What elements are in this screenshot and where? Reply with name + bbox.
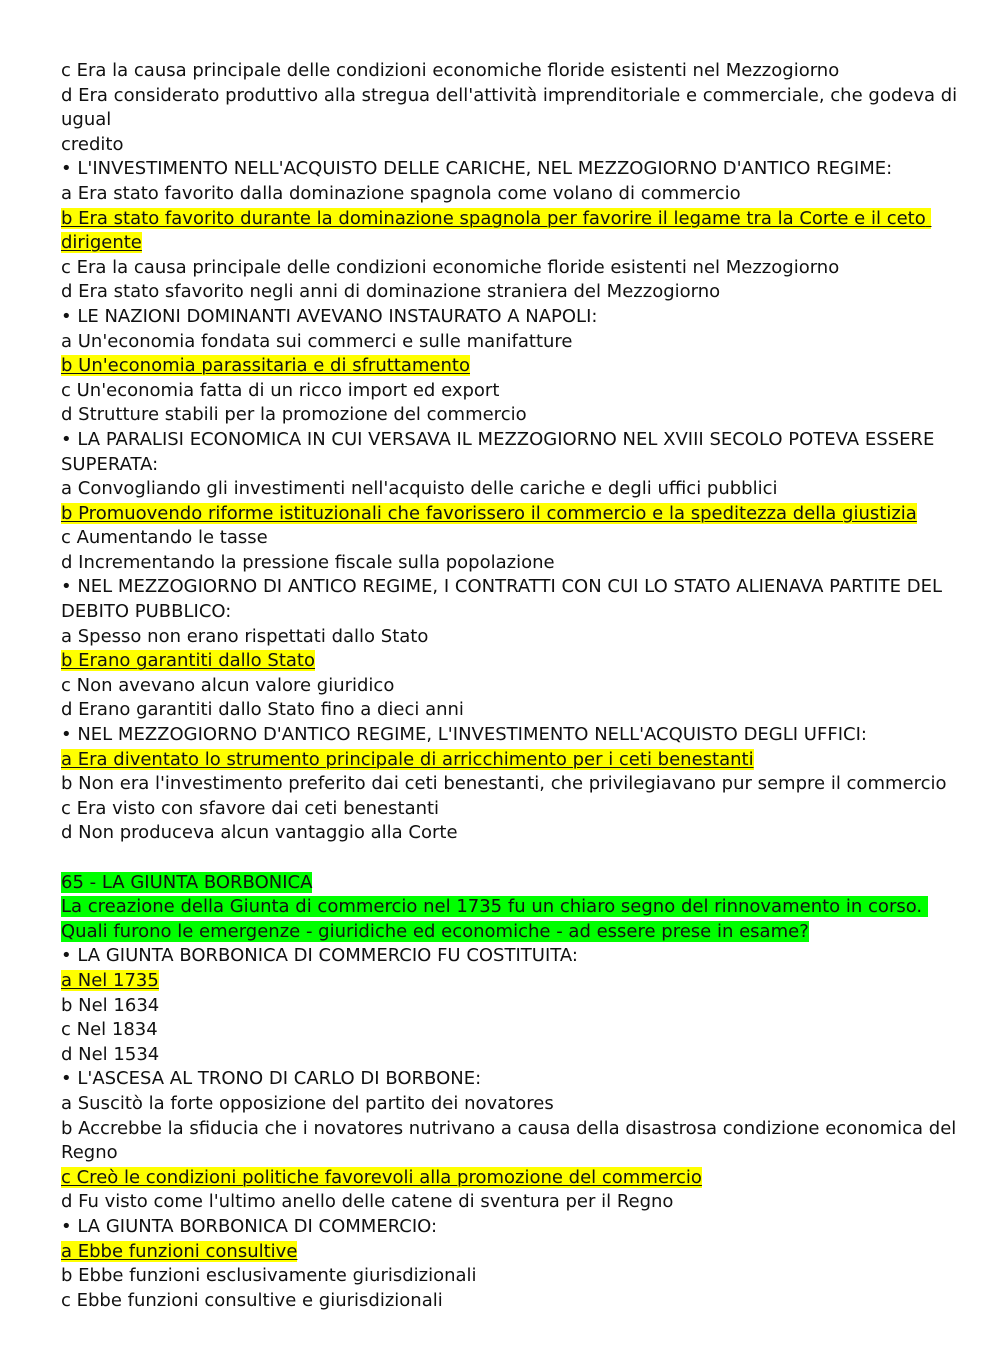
answer-option: b Ebbe funzioni esclusivamente giurisdizionali: [61, 1265, 477, 1287]
section-title: 65 - LA GIUNTA BORBONICA: [61, 871, 313, 893]
correct-answer-highlight: a Era diventato lo strumento principale di arricchimento per i ceti benestanti: [61, 748, 754, 770]
section-question: La creazione della Giunta di commercio nel 1735 fu un chiaro segno del rinnovamento in corso. Quali furono le emergenze - giuridiche ed economiche - ad essere prese in esame?: [61, 896, 928, 942]
question-heading: • LE NAZIONI DOMINANTI AVEVANO INSTAURATO A NAPOLI:: [61, 305, 598, 327]
answer-option: c Aumentando le tasse: [61, 527, 268, 549]
question-heading: • LA GIUNTA BORBONICA DI COMMERCIO FU COSTITUITA:: [61, 945, 578, 967]
question-heading: • L'ASCESA AL TRONO DI CARLO DI BORBONE:: [61, 1068, 482, 1090]
correct-answer-line: [61, 502, 961, 527]
answer-option: c Ebbe funzioni consultive e giurisdizionali: [61, 1289, 443, 1311]
correct-answer-line: [61, 354, 961, 379]
answer-option: a Suscitò la forte opposizione del partito dei novatores: [61, 1092, 554, 1114]
question-heading: • LA PARALISI ECONOMICA IN CUI VERSAVA IL MEZZOGIORNO NEL XVIII SECOLO POTEVA ESSERE SUPERATA:: [61, 428, 941, 475]
question-heading: • NEL MEZZOGIORNO D'ANTICO REGIME, L'INVESTIMENTO NELL'ACQUISTO DEGLI UFFICI:: [61, 724, 867, 746]
question-heading: • NEL MEZZOGIORNO DI ANTICO REGIME, I CONTRATTI CON CUI LO STATO ALIENAVA PARTITE DEL DEBITO PUBBLICO:: [61, 576, 948, 623]
answer-option: d Non produceva alcun vantaggio alla Corte: [61, 822, 458, 844]
correct-answer-line: [61, 748, 961, 773]
answer-option: c Era visto con sfavore dai ceti benestanti: [61, 797, 440, 819]
question-heading: • L'INVESTIMENTO NELL'ACQUISTO DELLE CARICHE, NEL MEZZOGIORNO D'ANTICO REGIME:: [61, 158, 893, 180]
answer-option: d Era stato sfavorito negli anni di dominazione straniera del Mezzogiorno: [61, 281, 721, 303]
answer-option: c Era la causa principale delle condizioni economiche floride esistenti nel Mezzogiorno: [61, 256, 840, 278]
correct-answer-line: [61, 207, 961, 256]
question-heading: • LA GIUNTA BORBONICA DI COMMERCIO:: [61, 1215, 438, 1237]
blank-line: [61, 846, 961, 871]
correct-answer-highlight: b Un'economia parassitaria e di sfruttamento: [61, 355, 470, 377]
answer-option: a Era stato favorito dalla dominazione spagnola come volano di commercio: [61, 182, 741, 204]
document-text: [61, 59, 961, 1313]
section-title-line: [61, 871, 961, 896]
text-line: d Era considerato produttivo alla stregua dell'attività imprenditoriale e commerciale, che godeva di ugual: [61, 84, 963, 131]
correct-answer-highlight: a Nel 1735: [61, 969, 159, 991]
correct-answer-highlight: c Creò le condizioni politiche favorevoli alla promozione del commercio: [61, 1166, 702, 1188]
answer-option: d Strutture stabili per la promozione del commercio: [61, 404, 527, 426]
correct-answer-highlight: b Erano garantiti dallo Stato: [61, 650, 316, 672]
answer-option: b Nel 1634: [61, 994, 160, 1016]
text-line: c Era la causa principale delle condizioni economiche floride esistenti nel Mezzogiorno: [61, 60, 840, 81]
answer-option: a Un'economia fondata sui commerci e sulle manifatture: [61, 330, 573, 352]
correct-answer-line: [61, 1240, 961, 1265]
correct-answer-line: [61, 969, 961, 994]
answer-option: a Convogliando gli investimenti nell'acquisto delle cariche e degli uffici pubblici: [61, 478, 778, 500]
answer-option: b Non era l'investimento preferito dai ceti benestanti, che privilegiavano pur sempre il commercio: [61, 773, 947, 795]
answer-option: b Accrebbe la sfiducia che i novatores nutrivano a causa della disastrosa condizione economica del Regno: [61, 1117, 963, 1164]
answer-option: d Erano garantiti dallo Stato fino a dieci anni: [61, 699, 464, 721]
text-line: credito: [61, 133, 124, 155]
answer-option: c Un'economia fatta di un ricco import ed export: [61, 379, 500, 401]
correct-answer-line: [61, 649, 961, 674]
answer-option: d Fu visto come l'ultimo anello delle catene di sventura per il Regno: [61, 1191, 674, 1213]
answer-option: a Spesso non erano rispettati dallo Stato: [61, 625, 429, 647]
answer-option: d Nel 1534: [61, 1043, 160, 1065]
correct-answer-highlight: a Ebbe funzioni consultive: [61, 1240, 298, 1262]
answer-option: d Incrementando la pressione fiscale sulla popolazione: [61, 551, 555, 573]
section-question-line: [61, 895, 961, 944]
correct-answer-highlight: b Era stato favorito durante la dominazione spagnola per favorire il legame tra la Corte e il ceto dirigente: [61, 207, 932, 254]
correct-answer-line: [61, 1166, 961, 1191]
correct-answer-highlight: b Promuovendo riforme istituzionali che favorissero il commercio e la speditezza della giustizia: [61, 502, 917, 524]
answer-option: c Non avevano alcun valore giuridico: [61, 674, 395, 696]
answer-option: c Nel 1834: [61, 1019, 158, 1041]
